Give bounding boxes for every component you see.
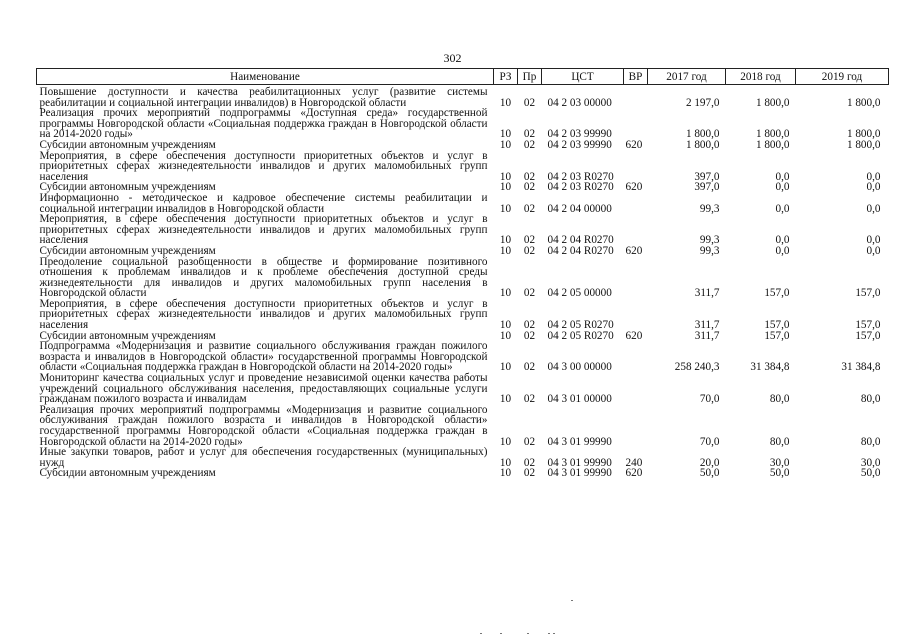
cell-2017: 70,0	[699, 435, 720, 448]
cell-cst: 04 2 04 R0270	[547, 244, 614, 257]
cell-pr: 02	[523, 244, 536, 257]
table-row	[37, 85, 889, 109]
cell-2019: 1 800,0	[846, 128, 881, 141]
table-row	[37, 214, 889, 246]
cell-2017: 311,7	[694, 319, 720, 332]
cell-name: Информационно - методическое и кадровое обеспечение системы реабилитации и социальной интеграции инвалидов в Новгородской области	[39, 191, 488, 215]
table-row	[37, 257, 889, 299]
cell-2018: 1 800,0	[755, 128, 790, 141]
table-row	[37, 405, 889, 447]
cell-rz: 10	[499, 287, 512, 300]
header-cst: ЦСТ	[542, 69, 624, 85]
cell-pr: 02	[523, 170, 536, 183]
header-rz: РЗ	[494, 69, 518, 85]
cell-2019: 157,0	[855, 329, 881, 342]
cell-cst: 04 2 05 R0270	[547, 329, 614, 342]
cell-vr	[624, 193, 648, 214]
header-2017: 2017 год	[648, 69, 726, 85]
cell-pr: 02	[523, 181, 536, 194]
cell-rz: 10	[499, 435, 512, 448]
cell-2018: 157,0	[764, 329, 790, 342]
cell-rz: 10	[499, 234, 512, 247]
cell-2017: 99,3	[699, 202, 720, 215]
cell-cst: 04 3 00 00000	[547, 361, 612, 374]
cell-2018: 1 800,0	[755, 96, 790, 109]
cell-2019: 31 384,8	[841, 361, 881, 374]
cell-pr: 02	[523, 287, 536, 300]
cell-vr	[624, 299, 648, 331]
cell-name: Мониторинг качества социальных услуг и проведение независимой оценки качества работы учреждений социального обслуживания населения, предоставляющих социальные услуги гражданам пожилого возраста и инвалидам	[39, 372, 488, 406]
cell-2017: 70,0	[699, 393, 720, 406]
cell-pr: 02	[523, 435, 536, 448]
cell-2017: 258 240,3	[674, 361, 720, 374]
cell-vr	[624, 151, 648, 183]
cell-vr: 620	[625, 244, 643, 257]
cell-2018: 50,0	[769, 467, 790, 480]
header-vr: ВР	[624, 69, 648, 85]
cell-2017: 311,7	[694, 329, 720, 342]
cell-2018: 0,0	[775, 244, 790, 257]
cell-2019: 0,0	[866, 244, 881, 257]
header-2018: 2018 год	[726, 69, 796, 85]
cell-2019: 30,0	[860, 456, 881, 469]
cell-cst: 04 3 01 99990	[547, 456, 612, 469]
cell-cst: 04 2 03 99990	[547, 128, 612, 141]
cell-vr	[624, 214, 648, 246]
scan-speck	[553, 633, 555, 634]
cell-name: Субсидии автономным учреждениям	[39, 244, 216, 257]
table-body	[37, 85, 889, 479]
cell-name: Субсидии автономным учреждениям	[39, 138, 216, 151]
table-row	[37, 299, 889, 331]
scan-speck	[527, 633, 529, 634]
cell-2019: 80,0	[860, 393, 881, 406]
cell-cst: 04 2 05 R0270	[547, 319, 614, 332]
cell-name: Мероприятия, в сфере обеспечения доступности приоритетных объектов и услуг в приоритетных сферах жизнедеятельности инвалидов и других маломобильных групп населения	[39, 149, 488, 183]
cell-2019: 0,0	[866, 170, 881, 183]
header-name: Наименование	[37, 69, 494, 85]
scan-speck	[571, 600, 573, 601]
cell-rz: 10	[499, 361, 512, 374]
cell-pr: 02	[523, 96, 536, 109]
table-row	[37, 108, 889, 140]
cell-name: Реализация прочих мероприятий подпрограммы «Доступная среда» государственной программы Новгородской области «Социальная поддержка граждан в Новгородской области на 2014-2020 годы»	[39, 107, 488, 141]
cell-name: Субсидии автономным учреждениям	[39, 329, 216, 342]
cell-vr: 240	[625, 456, 643, 469]
cell-pr: 02	[523, 128, 536, 141]
cell-cst: 04 2 04 00000	[547, 202, 612, 215]
cell-pr: 02	[523, 319, 536, 332]
cell-vr	[624, 373, 648, 405]
cell-2017: 1 800,0	[685, 138, 720, 151]
cell-cst: 04 2 03 99990	[547, 138, 612, 151]
cell-2017: 99,3	[699, 234, 720, 247]
table-row	[37, 140, 889, 151]
cell-rz: 10	[499, 393, 512, 406]
table-row	[37, 151, 889, 183]
table-row	[37, 341, 889, 373]
cell-vr	[624, 257, 648, 299]
cell-name: Реализация прочих мероприятий подпрограммы «Модернизация и развитие социального обслуживания граждан пожилого возраста и инвалидов в Новгородской области» государственной программы Новгородской области «Социальная поддержка граждан в Новгородской области на 2014-2020 годы»	[39, 403, 488, 448]
page-number: 302	[443, 51, 462, 65]
cell-rz: 10	[499, 138, 512, 151]
cell-pr: 02	[523, 138, 536, 151]
scan-speck	[500, 633, 502, 634]
cell-2018: 80,0	[769, 393, 790, 406]
cell-2018: 80,0	[769, 435, 790, 448]
cell-name: Подпрограмма «Модернизация и развитие социального обслуживания граждан пожилого возраста и инвалидов в Новгородской области» государственной программы Новгородской области «Социальная поддержка граждан в Новгородской области на 2014-2020 годы»	[39, 340, 488, 374]
cell-pr: 02	[523, 202, 536, 215]
cell-2017: 20,0	[699, 456, 720, 469]
cell-cst: 04 3 01 00000	[547, 393, 612, 406]
cell-2017: 397,0	[694, 170, 720, 183]
cell-rz: 10	[499, 202, 512, 215]
table-row	[37, 447, 889, 468]
cell-rz: 10	[499, 456, 512, 469]
cell-rz: 10	[499, 128, 512, 141]
cell-name: Повышение доступности и качества реабилитационных услуг (развитие системы реабилитации и социальной интеграции инвалидов) в Новгородской области	[39, 86, 488, 109]
cell-2018: 31 384,8	[750, 361, 790, 374]
cell-vr: 620	[625, 181, 643, 194]
cell-2019: 157,0	[855, 287, 881, 300]
cell-pr: 02	[523, 361, 536, 374]
cell-2017: 397,0	[694, 181, 720, 194]
cell-2019: 1 800,0	[846, 96, 881, 109]
budget-table	[36, 68, 889, 479]
cell-vr: 620	[625, 467, 643, 480]
cell-2019: 80,0	[860, 435, 881, 448]
cell-vr	[624, 405, 648, 447]
cell-name: Субсидии автономным учреждениям	[39, 181, 216, 194]
cell-vr	[624, 108, 648, 140]
cell-2018: 157,0	[764, 319, 790, 332]
cell-2019: 50,0	[860, 467, 881, 480]
cell-vr	[624, 341, 648, 373]
table-row	[37, 373, 889, 405]
cell-pr: 02	[523, 467, 536, 480]
scan-speck	[480, 633, 482, 634]
cell-rz: 10	[499, 329, 512, 342]
cell-2017: 50,0	[699, 467, 720, 480]
cell-rz: 10	[499, 170, 512, 183]
cell-rz: 10	[499, 181, 512, 194]
header-row	[37, 69, 889, 85]
cell-name: Мероприятия, в сфере обеспечения доступности приоритетных объектов и услуг в приоритетных сферах жизнедеятельности инвалидов и других маломобильных групп населения	[39, 213, 488, 247]
cell-2018: 1 800,0	[755, 138, 790, 151]
cell-cst: 04 3 01 99990	[547, 467, 612, 480]
cell-2019: 0,0	[866, 181, 881, 194]
cell-2017: 2 197,0	[685, 96, 720, 109]
cell-cst: 04 3 01 99990	[547, 435, 612, 448]
cell-rz: 10	[499, 244, 512, 257]
table-row	[37, 468, 889, 479]
cell-2017: 99,3	[699, 244, 720, 257]
table-row	[37, 193, 889, 214]
cell-cst: 04 2 03 R0270	[547, 181, 614, 194]
cell-2019: 0,0	[866, 202, 881, 215]
cell-rz: 10	[499, 319, 512, 332]
cell-2018: 0,0	[775, 170, 790, 183]
cell-cst: 04 2 04 R0270	[547, 234, 614, 247]
cell-cst: 04 2 05 00000	[547, 287, 612, 300]
cell-pr: 02	[523, 329, 536, 342]
cell-cst: 04 2 03 R0270	[547, 170, 614, 183]
cell-2019: 0,0	[866, 234, 881, 247]
cell-2018: 30,0	[769, 456, 790, 469]
cell-name: Субсидии автономным учреждениям	[39, 467, 216, 480]
table-row	[37, 246, 889, 257]
table-header	[37, 69, 889, 85]
cell-pr: 02	[523, 234, 536, 247]
cell-2018: 0,0	[775, 202, 790, 215]
cell-2017: 311,7	[694, 287, 720, 300]
header-pr: Пр	[518, 69, 542, 85]
cell-vr	[624, 85, 648, 109]
cell-name: Преодоление социальной разобщенности в обществе и формирование позитивного отношения к проблемам инвалидов и к проблеме обеспечения доступной среды жизнедеятельности для инвалидов и других маломобильных групп населения в Новгородской области	[39, 255, 488, 300]
cell-rz: 10	[499, 467, 512, 480]
cell-rz: 10	[499, 96, 512, 109]
cell-name: Иные закупки товаров, работ и услуг для обеспечения государственных (муниципальных) нужд	[39, 446, 488, 469]
cell-vr: 620	[625, 138, 643, 151]
cell-pr: 02	[523, 393, 536, 406]
cell-pr: 02	[523, 456, 536, 469]
cell-2018: 157,0	[764, 287, 790, 300]
cell-2019: 1 800,0	[846, 138, 881, 151]
cell-cst: 04 2 03 00000	[547, 96, 612, 109]
cell-2018: 0,0	[775, 181, 790, 194]
cell-vr: 620	[625, 329, 643, 342]
cell-2017: 1 800,0	[685, 128, 720, 141]
cell-name: Мероприятия, в сфере обеспечения доступности приоритетных объектов и услуг в приоритетных сферах жизнедеятельности инвалидов и других маломобильных групп населения	[39, 297, 488, 332]
scan-speck	[548, 633, 550, 634]
header-2019: 2019 год	[796, 69, 889, 85]
cell-2018: 0,0	[775, 234, 790, 247]
cell-2019: 157,0	[855, 319, 881, 332]
